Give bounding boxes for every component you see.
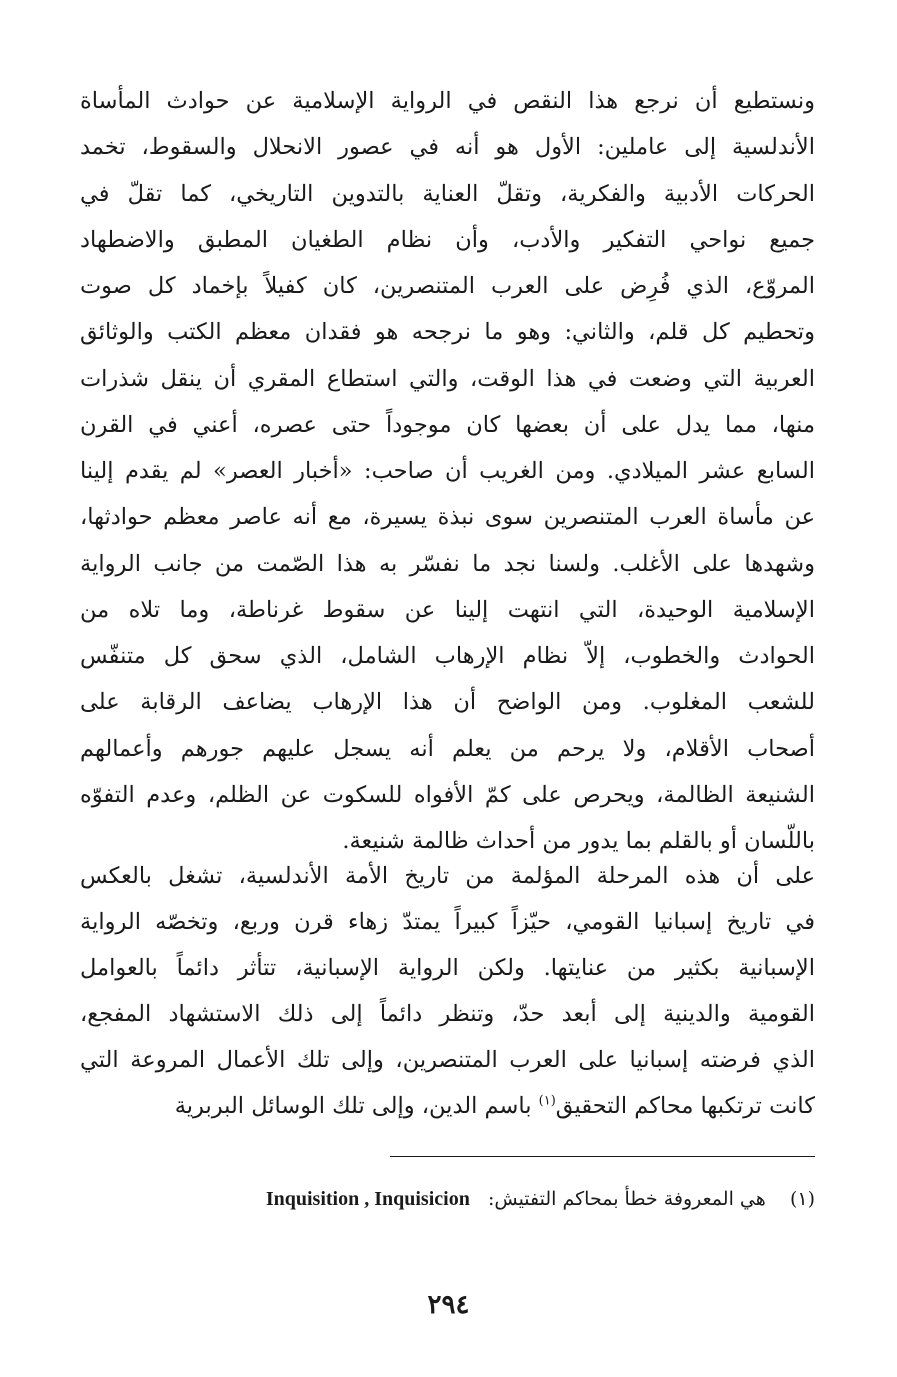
footnote-separator [390, 1156, 815, 1157]
footnote-text: هي المعروفة خطأ بمحاكم التفتيش: [487, 1188, 766, 1210]
text-line: الحوادث والخطوب، إلاّ نظام الإرهاب الشامل، الذي سحق كل متنفّس [80, 643, 815, 669]
text-after-marker: باسم الدين، وإلى تلك الوسائل البربرية [174, 1093, 539, 1119]
text-line: جميع نواحي التفكير والأدب، وأن نظام الطغيان المطبق والاضطهاد [80, 226, 815, 253]
text-line: السابع عشر الميلادي. ومن الغريب أن صاحب: «أخبار العصر» لم يقدم إلينا [80, 458, 815, 484]
footnote-marker: (١) [538, 1093, 556, 1109]
text-line: العربية التي وضعت في هذا الوقت، والتي استطاع المقري أن ينقل شذرات [80, 365, 815, 392]
text-line: أصحاب الأقلام، ولا يرحم من يعلم أنه يسجل عليهم جورهم وأعمالهم [80, 735, 815, 762]
text-line: على أن هذه المرحلة المؤلمة من تاريخ الأمة الأندلسية، تشغل بالعكس [80, 863, 815, 889]
text-line: الذي فرضته إسبانيا على العرب المتنصرين، وإلى تلك الأعمال المروعة التي [80, 1047, 815, 1073]
text-line: الإسلامية الوحيدة، التي انتهت إلينا عن سقوط غرناطة، وما تلاه من [80, 596, 815, 623]
text-before-marker: كانت ترتكبها محاكم التحقيق [555, 1093, 815, 1119]
text-line: المروّع، الذي فُرِض على العرب المتنصرين، كان كفيلاً بإخماد كل صوت [80, 273, 815, 299]
page-number: ٢٩٤ [427, 1290, 470, 1320]
text-line: في تاريخ إسبانيا القومي، حيّزاً كبيراً يمتدّ زهاء قرن وربع، وتخصّه الرواية [80, 909, 815, 935]
text-line: وتحطيم كل قلم، والثاني: وهو ما نرجحه هو فقدان معظم الكتب والوثائق [80, 319, 815, 346]
text-line: ونستطيع أن نرجع هذا النقص في الرواية الإسلامية عن حوادث المأساة [80, 88, 815, 114]
footnote-latin-terms: Inquisition , Inquisicion [265, 1188, 470, 1210]
text-line: وشهدها على الأغلب. ولسنا نجد ما نفسّر به هذا الصّمت من جانب الرواية [80, 550, 815, 577]
footnote-number: (١) [789, 1188, 815, 1210]
footnote [115, 1183, 815, 1215]
text-line: القومية والدينية إلى أبعد حدّ، وتنظر دائماً إلى ذلك الاستشهاد المفجع، [80, 1001, 815, 1027]
text-line: الإسبانية بكثير من عنايتها. ولكن الرواية الإسبانية، تتأثر دائماً بالعوامل [80, 955, 815, 981]
text-line: الأندلسية إلى عاملين: الأول هو أنه في عصور الانحلال والسقوط، تخمد [80, 134, 815, 161]
text-line: للشعب المغلوب. ومن الواضح أن هذا الإرهاب يضاعف الرقابة على [80, 689, 815, 716]
text-line: الشنيعة الظالمة، ويحرص على كمّ الأفواه للسكوت عن الظلم، وعدم التفوّه [80, 781, 815, 808]
text-line: عن مأساة العرب المتنصرين سوى نبذة يسيرة، مع أنه عاصر معظم حوادثها، [80, 504, 815, 531]
text-line: منها، مما يدل على أن بعضها كان موجوداً حتى عصره، أعني في القرن [80, 411, 815, 438]
text-line: الحركات الأدبية والفكرية، وتقلّ العناية بالتدوين التاريخي، كما تقلّ في [80, 180, 815, 207]
paragraph-2-last-line [80, 1083, 815, 1129]
text-line: باللّسان أو بالقلم بما يدور من أحداث ظالمة شنيعة. [342, 828, 815, 854]
